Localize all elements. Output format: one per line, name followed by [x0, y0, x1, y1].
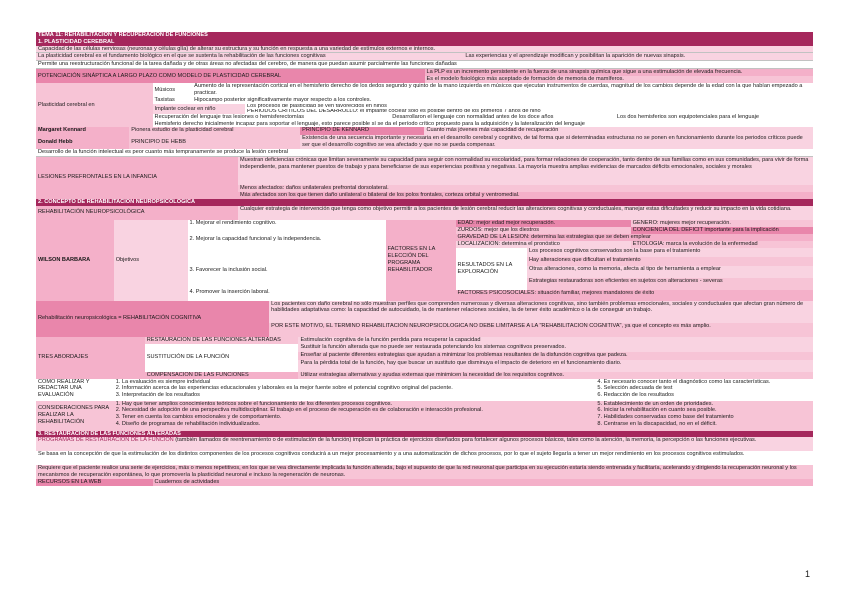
lesiones-text-3: Más afectados son los que tienen daño unilateral o bilateral de los polos frontales, corteza orbital y ventromedial.	[238, 192, 813, 199]
potenciacion-text-2: Es el modelo fisiológico más aceptado de formación de memoria de mamíferos.	[425, 76, 814, 83]
factores-label: FACTORES EN LA ELECCIÓN DEL PROGRAMA REHABILITADOR	[386, 220, 456, 301]
section-3-heading: 3. RESTAURACIÓN DE LAS FUNCIONES ALTERADAS	[36, 431, 813, 438]
factor-etiologia: ETIOLOGÍA: marca la evolución de la enfermedad	[631, 241, 813, 248]
consideracion-1: 1. Hay que tener amplios conocimientos teóricos sobre el funcionamiento de los diferentes procesos cognitivos.	[115, 400, 393, 407]
factor-localizacion: LOCALIZACIÓN: determina el pronóstico	[456, 241, 631, 248]
lenguaje-d: Hemisferio derecho inicialmente incapaz para soportar el lenguaje, esto parece posible sí se da el período crítico propuesto para la adquisición y la lateralización del lenguaje	[153, 121, 813, 127]
factor-conciencia: CONCIENCIA DEL DÉFICIT importante para la implicación	[631, 227, 813, 234]
objetivo-2: 2. Mejorar la capacidad funcional y la independencia.	[188, 228, 386, 252]
kennard-principle-text: Cuanto más jóvenes más capacidad de recuperación	[424, 127, 813, 135]
rehab-label: REHABILITACIÓN NEUROPSICOLÓGICA	[36, 206, 238, 220]
factor-gravedad: GRAVEDAD DE LA LESIÓN: determina las estrategias que se deben emplear	[456, 234, 813, 241]
hebb-principle: PRINCIPIO DE HEBB	[129, 135, 300, 149]
kennard-label: Margaret Kennard	[36, 127, 129, 135]
objetivo-3: 3. Favorecer la inclusión social.	[188, 252, 386, 289]
objetivo-1: 1. Mejorar el rendimiento cognitivo.	[188, 220, 386, 228]
evaluacion-item-4: 4. Es necesario conocer tanto el diagnóstico como las características.	[597, 378, 771, 385]
lesiones-text-1: Muestran deficiencias crónicas que limitan severamente su capacidad para seguir con normalidad su escolaridad, para formar relaciones de cooperación, tanto dentro de sus familias como en sus comunidades, para vivir de forma independiente, para mantener puestos de trabajo y para beneficiarse de sus experiencias positivas y negativas. La mayoría muestra amplias evidencias de marcados déficits emocionales, sociales y morales	[238, 157, 813, 185]
taxistas-label: Taxistas	[153, 97, 193, 104]
resultado-3: Otras alteraciones, como la memoria, afecta al tipo de herramienta a emplear	[527, 266, 813, 278]
consideraciones-block	[36, 401, 813, 431]
abordaje-2-text-b: Enseñar al paciente diferentes estrategias que ayudan a minimizar los problemas resultantes de la disfunción cognitiva que padeza.	[298, 352, 813, 360]
consideracion-3: 3. Tener en cuenta los cambios emocionales y de comportamiento.	[115, 414, 282, 421]
rehab-text: Cualquier estrategia de intervención que tenga como objetivo permitir a los pacientes de lesión cerebral reducir las alteraciones cognitivas y conductuales, manejar estas dificultades y reducir su impacto en la vida cotidiana.	[238, 206, 813, 220]
lesiones-text-2: Menos afectados: daños unilaterales prefrontal dorsolateral.	[238, 185, 813, 192]
restauracion-text-3: Requiere que el paciente realice una serie de ejercicios, más o menos repetitivos, en los que se vea directamente implicada la función alterada, bajo el supuesto de que la red neuronal que participa en su ejecución estaría siendo entrenada y facilitaría, acelerando y dirigiendo la recuperación neuronal y los mecanismos de recuperación espontánea, lo que promovería la plasticidad neuronal e incluso la regeneración de neuronas.	[36, 465, 813, 479]
resultado-4: Estrategias restauradoras son eficientes en sujetos con alteraciones - severas	[527, 278, 813, 290]
lenguaje-b: Desarrollaron el lenguaje con normalidad antes de los doce años	[390, 114, 615, 121]
lesiones-label: LESIONES PREFRONTALES EN LA INFANCIA	[36, 157, 238, 199]
programas-label: PROGRAMAS DE RESTAURACIÓN DE LA FUNCIÓN	[38, 437, 174, 444]
abordaje-1-text: Estimulación cognitiva de la función perdida para recuperar la capacidad	[298, 337, 813, 344]
lenguaje-c: Los dos hemisferios son equipotenciales para el lenguaje	[615, 114, 813, 121]
consideracion-5: 5. Establecimiento de un orden de prioridades.	[597, 400, 714, 407]
potenciacion-label: POTENCIACIÓN SINÁPTICA A LARGO PLAZO COMO MODELO DE PLASTICIDAD CEREBRAL	[36, 69, 425, 83]
page-number: 1	[805, 569, 811, 579]
musicos-label: Músicos	[153, 83, 193, 97]
abordaje-3-text: Utilizar estrategias alternativas y ayudas externas que minimicen la necesidad de los requisitos cognitivos.	[298, 372, 813, 379]
taxistas-text: Hipocampo posterior significativamente mayor respecto a los controles.	[192, 97, 813, 104]
hebb-text: Existencia de una secuencia importante y necesaria en el desarrollo cerebral y cognitivo, de tal forma que si determinadas estructuras no se ponen en funcionamiento durante los periodos críticos puede ser que el desarrollo cognitivo se vea afectado y que no se pueda compensar.	[300, 135, 813, 149]
intro-line-2: La plasticidad cerebral es el fundamento biológico en el que se sustenta la rehabilitación de las funciones cognitivas	[36, 53, 463, 61]
consideraciones-label: CONSIDERACIONES PARA REALIZAR LA REHABILITACIÓN	[36, 401, 114, 431]
factor-genero: GÉNERO: mujeres mejor recuperación.	[631, 220, 813, 227]
evaluacion-block	[36, 379, 813, 401]
section-2-heading: 2. CONCEPTO DE REHABILITACIÓN NEUROPSICOLÓGICA	[36, 199, 813, 206]
consideracion-6: 6. Iniciar la rehabilitación en cuanto sea posible.	[597, 407, 717, 414]
study-sheet	[36, 32, 813, 486]
recursos-label: RECURSOS EN LA WEB	[36, 479, 153, 486]
intro-line-1: Capacidad de las células nerviosas (neuronas y células glía) de alterar su estructura y su función en respuesta a una variedad de estímulos externos e internos.	[36, 46, 813, 54]
tres-abordajes-block	[36, 337, 813, 379]
resultado-1: Los procesos cognitivos conservados son la base para el tratamiento	[527, 248, 813, 257]
cognitiva-text-1: Los pacientes con daño cerebral no sólo muestran perfiles que comprenden numerosas y diversas alteraciones cognitivas, sino también problemas emocionales, sociales y conductuales que afectan gran número de habilidades adaptativas como: la capacidad de autocuidado, la de mantener relaciones sociales, la de tener éxito académico o la de conseguir un trabajo.	[269, 301, 813, 323]
cognitiva-label: Rehabilitación neuropsicológica = REHABILITACIÓN COGNITIVA	[36, 301, 269, 337]
programas-description: (también llamados de reentrenamiento o de estimulación de la función) implican la práctica de ejercicios diseñados para fortalecer algunos procesos básicos, tales como la atención, la memoria, la percepción o las funciones ejecutivas.	[175, 437, 757, 444]
factor-edad: EDAD: mejor edad mejor recuperación.	[456, 220, 631, 227]
intro-line-4: Permite una reestructuración funcional de la tarea dañada y de otras áreas no afectadas del cerebro, de manera que puedan asumir parcialmente las funciones dañadas	[36, 61, 813, 69]
consideracion-7: 7. Habilidades conservadas como base del tratamiento	[597, 414, 734, 421]
factor-psicosociales: FACTORES PSICOSOCIALES: situación familiar, mejores mandatores de éxito	[456, 290, 813, 301]
desarrollo-text: Desarrollo de la función intelectual es peor cuanto más tempranamente se produce la lesión cerebral	[36, 149, 813, 157]
title-bar	[36, 32, 813, 39]
consideracion-2: 2. Necesidad de adopción de una perspectiva multidisciplinar. El trabajo en el proceso de recuperación es de colaboración e interacción profesional.	[115, 407, 483, 414]
abordaje-2-text-a: Sustituir la función alterada que no puede ser restaurada potenciando los sistemas cognitivos preservados.	[298, 344, 813, 352]
evaluacion-label: CÓMO REALIZAR Y REDACTAR UNA EVALUACIÓN	[36, 379, 114, 401]
implante-text-1: Los procesos de plasticidad se ven favorecidos en niños	[245, 104, 813, 109]
section-1-heading: 1. PLASTICIDAD CEREBRAL	[36, 39, 813, 46]
plasticidad-label: Plasticidad cerebral en	[36, 83, 153, 127]
evaluacion-item-3: 3. Interpretación de los resultados	[115, 392, 200, 399]
abordaje-1: RESTAURACIÓN DE LAS FUNCIONES ALTERADAS	[145, 337, 299, 344]
resultado-2: Hay alteraciones que dificultan el tratamiento	[527, 257, 813, 266]
evaluacion-item-1: 1. La evaluación es siempre individual	[115, 378, 211, 385]
evaluacion-item-6: 6. Redacción de los resultados	[597, 392, 674, 399]
abordaje-3: COMPENSACIÓN DE LAS FUNCIONES	[145, 372, 299, 379]
wilson-block	[36, 220, 813, 301]
evaluacion-item-5: 5. Selección adecuada de test	[597, 385, 673, 392]
potenciacion-text-1: La PLP es un incremento persistente en la fuerza de una sinapsis química que sigue a una estimulación de elevada frecuencia.	[425, 69, 814, 76]
cognitiva-text-2: POR ESTE MOTIVO, EL TÉRMINO REHABILITACIÓN NEUROPSICOLÓGICA NO DEBE LIMITARSE A LA "REHABILITACIÓN COGNITIVA", ya que el concepto es más amplio.	[269, 323, 813, 337]
factor-zurdos: ZURDOS: mejor que los diestros	[456, 227, 631, 234]
musicos-text: Aumento de la representación cortical en el hemisferio derecho de los dedos segundo y quinto de la mano izquierda en músicos que ejecutan instrumentos de cuerdas, magnitud de los cambios depende de la edad con la que habían empezado a practicar.	[192, 83, 813, 97]
abordaje-2-text-c: Para la pérdida total de la función, hay que buscar un sustituto que disminuya el impacto de deterioro en el funcionamiento diario.	[298, 360, 813, 372]
recursos-link[interactable]: Cuadernos de actividades	[153, 479, 813, 486]
programas-text	[36, 437, 813, 451]
abordaje-2: SUSTITUCIÓN DE LA FUNCIÓN	[145, 344, 299, 372]
kennard-text: Pionera estudio de la plasticidad cerebral	[129, 127, 300, 135]
objetivo-4: 4. Promover la inserción laboral.	[188, 289, 386, 301]
wilson-label: WILSON BARBARA	[36, 220, 114, 301]
resultados-label: RESULTADOS EN LA EXPLORACIÓN	[456, 248, 527, 290]
restauracion-text-2: Se basa en la concepción de que la estimulación de los distintos componentes de los procesos cognitivos conducirá a un mejor procesamiento y a una automatización de dichos procesos, por lo que el sujeto llegaría a tener un mejor rendimiento en los procesos cognitivos estimulados.	[36, 451, 813, 465]
consideracion-4: 4. Diseño de programas de rehabilitación individualizados.	[115, 420, 261, 427]
objetivos-label: Objetivos	[114, 220, 188, 301]
plasticidad-block	[36, 83, 813, 127]
hebb-label: Donald Hebb	[36, 135, 129, 149]
evaluacion-item-2: 2. Información acerca de las experiencias educacionales y laborales es la mejor fuente sobre el potencial cognitivo original del paciente.	[115, 385, 453, 392]
implante-label: Implante coclear en niño	[153, 104, 245, 114]
tres-label: TRES ABORDAJES	[36, 337, 145, 379]
page-title: TEMA 11: REHABILITACIÓN Y RECUPERACIÓN DE FUNCIONES	[36, 32, 813, 39]
implante-text-2: PERÍODOS CRÍTICOS DEL DESARROLLO: el implante coclear sólo es posible dentro de los primeros 7 años de niño	[245, 109, 813, 114]
kennard-principle: PRINCIPIO DE KENNARD	[300, 127, 424, 135]
intro-line-3: Las experiencias y el aprendizaje modifican y posibilitan la aparición de nuevas sinapsis.	[463, 53, 813, 61]
consideracion-8: 8. Centrarse en la discapacidad, no en el déficit.	[597, 420, 717, 427]
lenguaje-a: Recuperación del lenguaje tras lesiones o hemisferectomías	[153, 114, 391, 121]
